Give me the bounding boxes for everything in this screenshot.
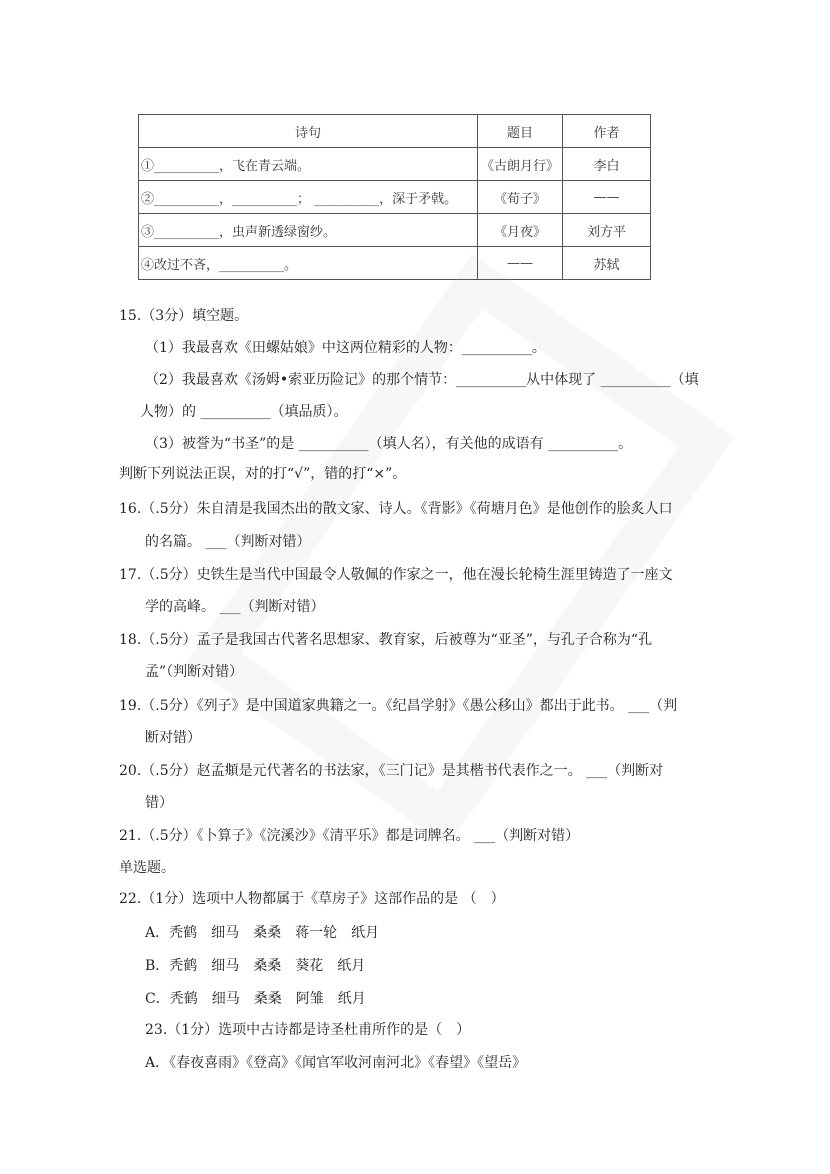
question-18: 18.（.5分）孟子是我国古代著名思想家、教育家，后被尊为“亚圣”，与孔子合称为“孔 — [119, 632, 653, 648]
section-true-false: 判断下列说法正误，对的打“√”，错的打“×”。 — [119, 466, 407, 482]
table-row — [139, 214, 651, 247]
option-23-a: A．《春夜喜雨》《登高》《闻官军收河南河北》《春望》《望岳》 — [145, 1055, 527, 1071]
question-18-cont: 孟”（判断对错） — [145, 664, 244, 680]
question-16: 16.（.5分）朱自清是我国杰出的散文家、诗人。《背影》《荷塘月色》是他创作的脍炙人口 — [119, 501, 673, 517]
question-15-part-2: （2）我最喜欢《汤姆•索亚历险记》的那个情节：__________从中体现了 __________（填 — [145, 372, 699, 388]
question-19: 19.（.5分）《列子》是中国道家典籍之一。《纪昌学射》《愚公移山》都出于此书。 ___（判 — [119, 698, 678, 714]
question-15-part-3: （3）被誉为“书圣”的是 __________（填人名），有关他的成语有 __________。 — [145, 436, 633, 452]
table-header-row — [139, 115, 651, 148]
question-17: 17.（.5分）史铁生是当代中国最令人敬佩的作家之一，他在漫长轮椅生涯里铸造了一座文 — [119, 567, 673, 583]
table-row — [139, 181, 651, 214]
question-16-cont: 的名篇。 ___（判断对错） — [145, 534, 311, 550]
question-20: 20.（.5分）赵孟頫是元代著名的书法家，《三门记》是其楷书代表作之一。 ___（判断对 — [119, 763, 664, 779]
header-title: 题目 — [478, 115, 563, 148]
option-22-a: A．秃鹤 细马 桑桑 蒋一轮 纸月 — [145, 925, 380, 941]
header-author: 作者 — [563, 115, 651, 148]
title-cell: 《古朗月行》 — [478, 148, 563, 181]
header-verse: 诗句 — [139, 115, 478, 148]
section-single-choice: 单选题。 — [119, 860, 175, 876]
title-cell: —— — [478, 247, 563, 280]
verse-cell: ④改过不吝，__________。 — [139, 247, 478, 280]
verse-cell: ②__________，__________； __________，深于矛戟。 — [139, 181, 478, 214]
poem-table — [138, 114, 651, 280]
author-cell: 苏轼 — [563, 247, 651, 280]
option-22-c: C．秃鹤 细马 桑桑 阿雏 纸月 — [145, 991, 366, 1007]
question-20-cont: 错） — [145, 795, 173, 811]
author-cell: 刘方平 — [563, 214, 651, 247]
question-21: 21.（.5分）《卜算子》《浣溪沙》《清平乐》都是词牌名。 ___（判断对错） — [119, 828, 580, 844]
verse-cell: ③__________，虫声新透绿窗纱。 — [139, 214, 478, 247]
author-cell: —— — [563, 181, 651, 214]
table-row — [139, 148, 651, 181]
table-row — [139, 247, 651, 280]
option-22-b: B．秃鹤 细马 桑桑 葵花 纸月 — [145, 958, 366, 974]
title-cell: 《荀子》 — [478, 181, 563, 214]
question-15-part-1: （1）我最喜欢《田螺姑娘》中这两位精彩的人物：__________。 — [145, 340, 546, 356]
question-19-cont: 断对错） — [145, 730, 201, 746]
question-23: 23.（1分）选项中古诗都是诗圣杜甫所作的是（ ） — [145, 1022, 471, 1038]
question-15: 15.（3分）填空题。 — [119, 308, 249, 324]
question-22: 22.（1分）选项中人物都属于《草房子》这部作品的是 （ ） — [119, 891, 505, 907]
question-17-cont: 学的高峰。 ___（判断对错） — [145, 599, 325, 615]
author-cell: 李白 — [563, 148, 651, 181]
verse-cell: ①__________，飞在青云端。 — [139, 148, 478, 181]
question-15-part-2-cont: 人物）的 __________（填品质）。 — [140, 404, 348, 420]
title-cell: 《月夜》 — [478, 214, 563, 247]
